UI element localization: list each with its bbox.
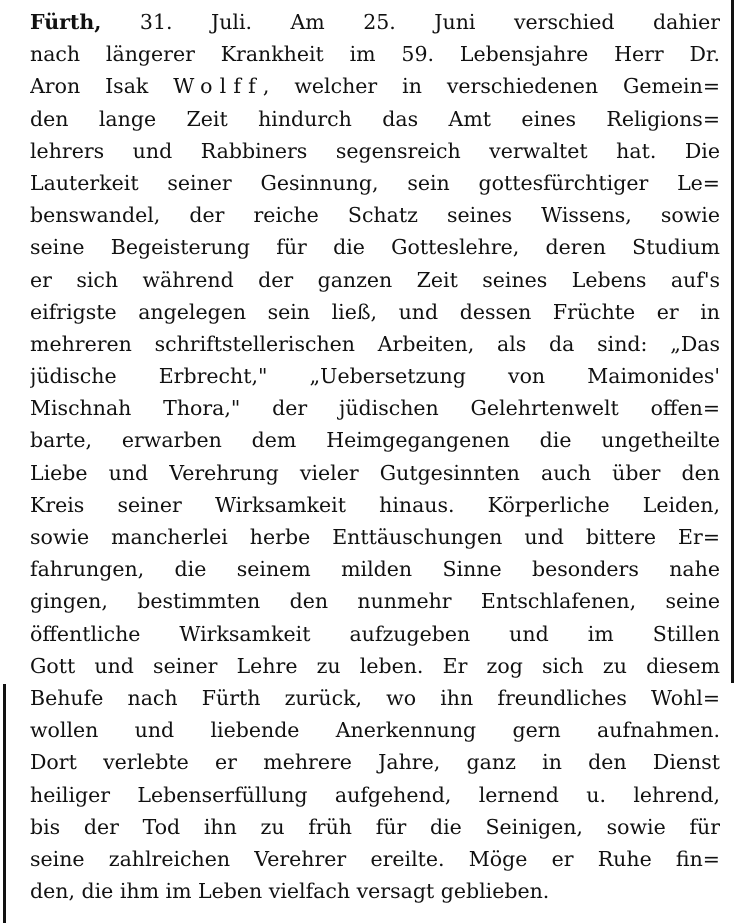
surname-spaced: Wolff [173, 74, 263, 99]
name-suffix: , welcher in verschiedenen Gemein= [262, 74, 720, 99]
article-line: seine zahlreichen Verehrer ereilte. Möge er Ruhe fin= [30, 846, 720, 871]
column-rule-left [3, 684, 6, 923]
article-line: barte, erwarben dem Heimgegangenen die ungetheilte [30, 428, 720, 453]
article-line: nach längerer Krankheit im 59. Lebensjahre Herr Dr. [30, 42, 720, 67]
article-line: Dort verlebte er mehrere Jahre, ganz in den Dienst [30, 750, 720, 775]
article-line: Mischnah Thora," der jüdischen Gelehrtenwelt offen= [30, 396, 720, 421]
article-line: Behufe nach Fürth zurück, wo ihn freundliches Wohl= [30, 685, 720, 710]
article-line: jüdische Erbrecht," „Uebersetzung von Maimonides' [30, 364, 720, 389]
article-line: gingen, bestimmten den nunmehr Entschlafenen, seine [30, 589, 720, 614]
dateline-text: 31. Juli. Am 25. Juni verschied dahier [101, 10, 720, 34]
dateline-place: Fürth, [30, 10, 102, 34]
article-line: öffentliche Wirksamkeit aufzugeben und im Stillen [30, 621, 720, 646]
article-line: Kreis seiner Wirksamkeit hinaus. Körperliche Leiden, [30, 492, 720, 517]
article-line: lehrers und Rabbiners segensreich verwaltet hat. Die [30, 138, 720, 163]
article-line: Lauterkeit seiner Gesinnung, sein gottesfürchtiger Le= [30, 170, 720, 195]
article-line: mehreren schriftstellerischen Arbeiten, als da sind: „Das [30, 331, 720, 356]
article-line: benswandel, der reiche Schatz seines Wissens, sowie [30, 203, 720, 228]
article-line: den, die ihm im Leben vielfach versagt geblieben. [30, 879, 550, 904]
article-line: sowie mancherlei herbe Enttäuschungen und bittere Er= [30, 525, 720, 549]
article-line: Gott und seiner Lehre zu leben. Er zog sich zu diesem [30, 653, 720, 678]
name-prefix: Aron Isak [30, 74, 174, 99]
article-line: den lange Zeit hindurch das Amt eines Religions= [30, 106, 720, 131]
article-line: wollen und liebende Anerkennung gern aufnahmen. [30, 718, 720, 743]
article-line: bis der Tod ihn zu früh für die Seinigen, sowie für [30, 814, 720, 839]
article-line: eifrigste angelegen sein ließ, und dessen Früchte er in [30, 299, 720, 324]
article-line: heiliger Lebenserfüllung aufgehend, lernend u. lehrend, [30, 782, 720, 807]
article-line: Liebe und Verehrung vieler Gutgesinnten auch über den [30, 460, 720, 485]
article-line: er sich während der ganzen Zeit seines Lebens auf's [30, 267, 720, 292]
column-rule-right [731, 0, 734, 683]
article-line [30, 6, 720, 38]
article-line: seine Begeisterung für die Gotteslehre, deren Studium [30, 235, 720, 260]
obituary-article [30, 6, 720, 907]
article-line [30, 70, 720, 102]
article-line: fahrungen, die seinem milden Sinne besonders nahe [30, 557, 720, 582]
